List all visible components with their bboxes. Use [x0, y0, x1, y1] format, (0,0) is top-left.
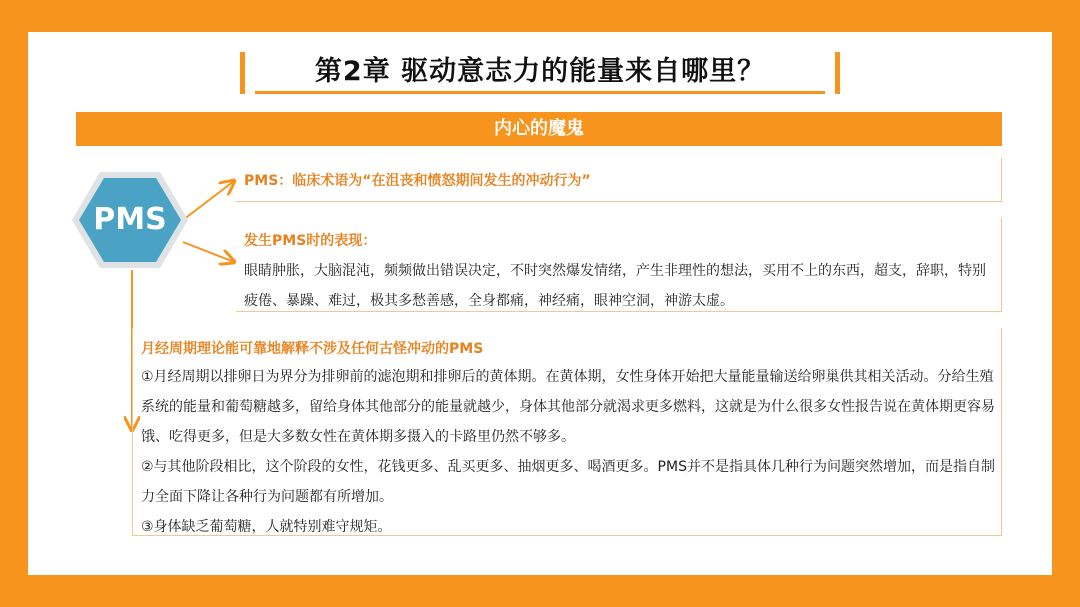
- slide: [28, 32, 1052, 575]
- theory-box: [132, 328, 1002, 536]
- symptoms-body: 眼睛肿胀，大脑混沌，频频做出错误决定，不时突然爆发情绪，产生非理性的想法，买用不上的东西，超支，辞职，特别疲倦、暴躁、难过，极其多愁善感，全身都痛，神经痛，眼神空洞，神游太虚。: [244, 263, 986, 309]
- hexagon-label: PMS: [93, 202, 167, 237]
- theory-body: [141, 362, 995, 542]
- theory-point: ①月经周期以排卵日为界分为排卵前的滤泡期和排卵后的黄体期。在黄体期，女性身体开始把大量能量输送给卵巢供其相关活动。分给生殖系统的能量和葡萄糖越多，留给身体其他部分的能量就越少，身体其他部分就渴求更多燃料，这就是为什么很多女性报告说在黄体期更容易饿、吃得更多，但是大多数女性在黄体期多摄入的卡路里仍然不够多。: [141, 369, 995, 445]
- theory-heading: 月经周期理论能可靠地解释不涉及任何古怪冲动的PMS: [141, 341, 484, 357]
- arrow-to-symptoms: [183, 242, 234, 262]
- title-frame: [240, 52, 840, 94]
- page-title: 第2章 驱动意志力的能量来自哪里？: [314, 56, 766, 87]
- definition-text: PMS：临床术语为“在沮丧和愤怒期间发生的冲动行为”: [244, 173, 591, 189]
- title-underline: [255, 91, 825, 94]
- section-banner: 内心的魔鬼: [76, 112, 1002, 146]
- symptoms-box: [236, 218, 1002, 312]
- symptoms-heading: 发生PMS时的表现：: [244, 233, 377, 249]
- theory-point: ③身体缺乏葡萄糖，人就特别难守规矩。: [141, 519, 392, 535]
- theory-point: ②与其他阶段相比，这个阶段的女性，花钱更多、乱买更多、抽烟更多、喝酒更多。PMS并不是指具体几种行为问题突然增加，而是指自制力全面下降让各种行为问题都有所增加。: [141, 459, 995, 505]
- definition-box: [236, 158, 1002, 202]
- arrow-to-definition: [183, 181, 234, 220]
